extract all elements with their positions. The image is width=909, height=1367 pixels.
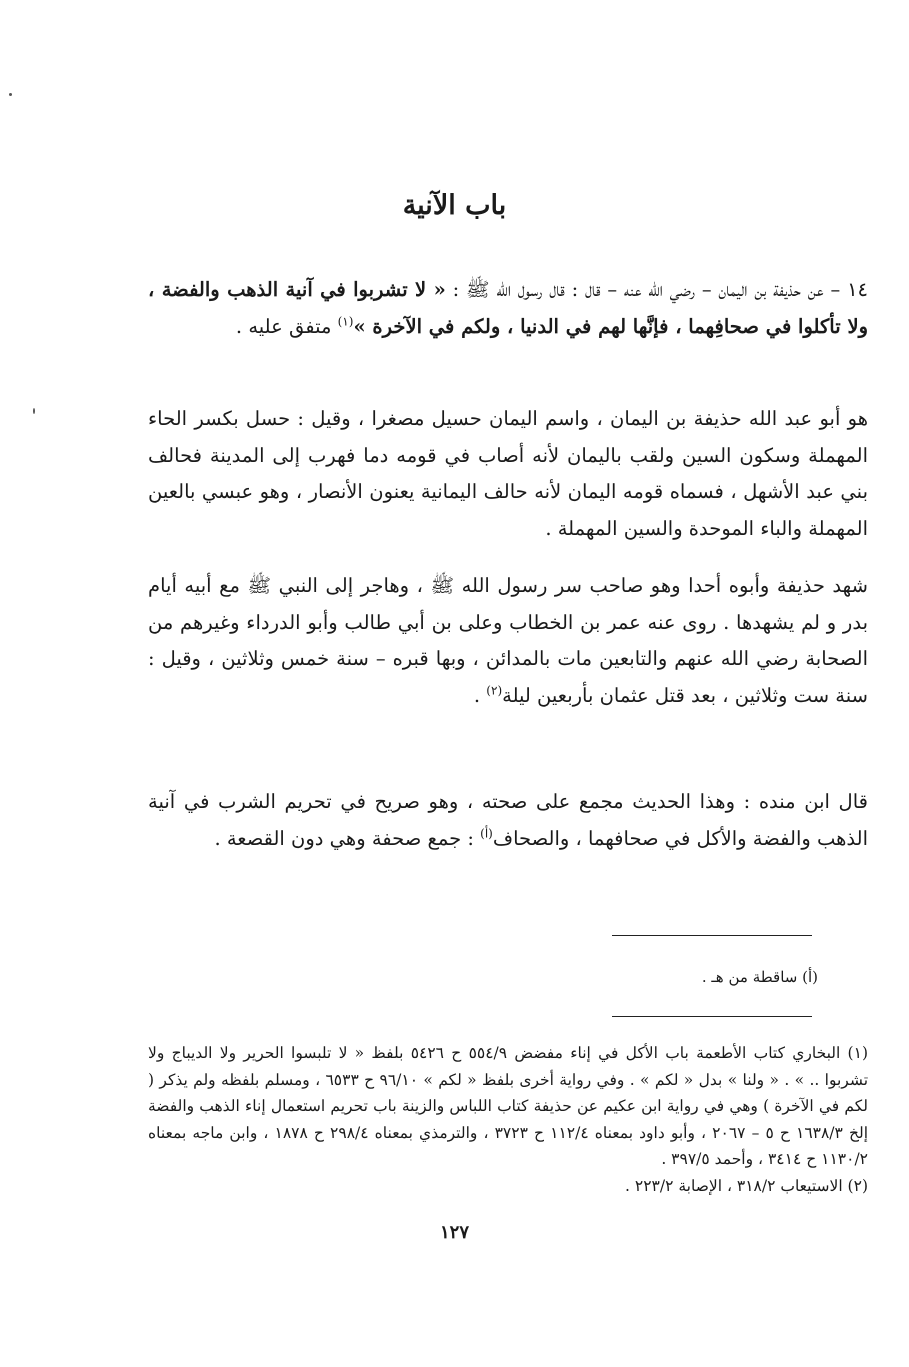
paragraph-text: قال ابن منده : وهذا الحديث مجمع على صحته ، وهو صريح في تحريم الشرب في آنية الذهب والفضة والأكل في صحافهما ، والصحاف: [148, 790, 868, 850]
footnote-divider: [612, 1016, 812, 1017]
footnote-marker: (٢): [486, 683, 503, 697]
chapter-title: باب الآنية: [402, 190, 507, 221]
footnote-1: (١) البخاري كتاب الأطعمة باب الأكل في إناء مفضض ٥٥٤/٩ ح ٥٤٢٦ بلفظ « لا تلبسوا الحرير ولا الديباج ولا تشربوا .. » . « ولنا » بدل « لكم » . وفي رواية أخرى بلفظ « لكم » ٩٦/١٠ ح ٦٥٣٣ ، ومسلم بلفظه ولم يذكر ( لكم في الآخرة ) وهي في رواية ابن عكيم عن حذيفة كتاب اللباس والزينة باب تحريم استعمال إناء الذهب والفضة إلخ ١٦٣٨/٣ ح ٥ – ٢٠٦٧ ، وأبو داود بمعناه ١١٢/٤ ح ٣٧٢٣ ، والترمذي بمعناه ٢٩٨/٤ ح ١٨٧٨ ، وابن ماجه بمعناه ١١٣٠/٢ ح ٣٤١٤ ، وأحمد ٣٩٧/٥ .: [148, 1044, 869, 1168]
hadith-text: « لا تشربوا في آنية الذهب والفضة ، ولا تأكلوا في صحافِهما ، فإنَّها لهم في الدنيا ، ولكم في الآخرة »: [148, 278, 868, 338]
commentary-paragraph-1: [148, 401, 868, 547]
scan-speck: [33, 408, 35, 414]
paragraph-text: شهد حذيفة وأبوه أحدا وهو صاحب سر رسول الله ﷺ ، وهاجر إلى النبي ﷺ مع أبيه أيام بدر و لم يشهدها . روى عنه عمر بن الخطاب وعلى بن أبي طالب وأبو الدرداء وغيرهم من الصحابة رضي الله عنهم والتابعين مات بالمدائن ، وبها قبره – سنة خمس وثلاثين ، وقيل : سنة ست وثلاثين ، بعد قتل عثمان بأربعين ليلة: [148, 574, 868, 707]
variant-marker: (أ): [480, 826, 493, 840]
variant-note: (أ) ساقطة من هـ .: [701, 968, 818, 986]
paragraph-end: : جمع صحفة وهي دون القصعة .: [214, 826, 481, 850]
commentary-paragraph-2: [148, 568, 868, 714]
footnote-2: (٢) الاستيعاب ٣١٨/٢ ، الإصابة ٢٢٣/٢ .: [625, 1176, 868, 1195]
hadith-paragraph: [148, 272, 868, 345]
hadith-source: متفق عليه .: [235, 314, 338, 338]
paragraph-text-3: [148, 784, 868, 857]
paragraph-end: .: [473, 683, 487, 707]
paragraph-text: هو أبو عبد الله حذيفة بن اليمان ، واسم اليمان حسيل مصغرا ، وقيل : حسل بكسر الحاء المهملة وسكون السين ولقب باليمان لأنه أصاب في قومه دما فهرب إلى المدينة فحالف بني عبد الأشهل ، فسماه قومه اليمان لأنه حالف اليمانية يعنون الأنصار ، وهو عبسي بالعين المهملة والباء الموحدة والسين المهملة .: [148, 407, 868, 540]
footnote-marker: (١): [337, 314, 354, 328]
footnotes: [148, 1040, 868, 1199]
commentary-paragraph-3: [148, 784, 868, 857]
hadith-intro: ١٤ – عن حذيفة بن اليمان – رضي الله عنه – قال : قال رسول الله ﷺ :: [452, 278, 869, 301]
paragraph-text-2: [148, 568, 868, 714]
hadith-block: [148, 272, 868, 345]
page-number: ١٢٧: [439, 1222, 469, 1243]
scan-speck: [9, 93, 12, 96]
variant-divider: [612, 935, 812, 936]
